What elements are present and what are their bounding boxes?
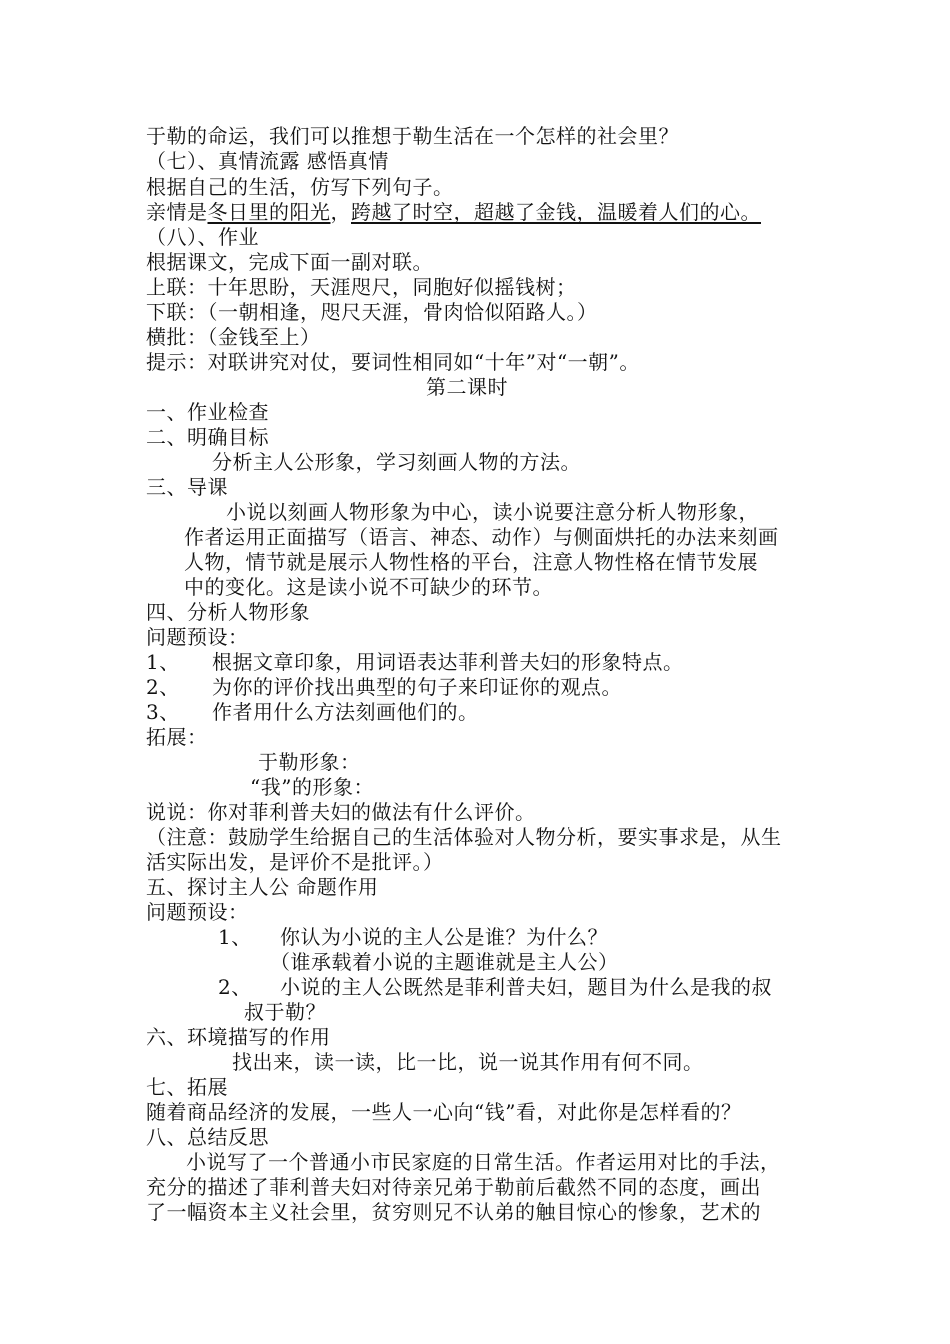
text-line: 小说写了一个普通小市民家庭的日常生活。作者运用对比的手法，: [186, 1150, 781, 1174]
list-number: 3、: [146, 700, 180, 724]
section-heading: 一、作业检查: [146, 400, 269, 424]
hint-line: 提示：对联讲究对仗，要词性相同如“十年”对“一朝”。: [146, 350, 640, 374]
text-line: （注意：鼓励学生给据自己的生活体验对人物分析，要实事求是，从生: [146, 825, 782, 849]
list-number: 1、: [218, 925, 252, 949]
section-heading-7: （七）、真情流露 感悟真情: [146, 149, 389, 173]
text-line: 找出来，读一读，比一比，说一说其作用有何不同。: [232, 1050, 704, 1074]
section-heading: 六、环境描写的作用: [146, 1025, 331, 1049]
text-line: 问题预设：: [146, 900, 249, 924]
text-line: 随着商品经济的发展，一些人一心向“钱”看，对此你是怎样看的？: [146, 1100, 742, 1124]
text-line: 充分的描述了菲利普夫妇对待亲兄弟于勒前后截然不同的态度，画出: [146, 1175, 761, 1199]
lesson-title: 第二课时: [426, 375, 508, 399]
list-number: 2、: [146, 675, 180, 699]
list-item: 你认为小说的主人公是谁？为什么？: [280, 925, 608, 949]
text-line: 作者运用正面描写（语言、神态、动作）与侧面烘托的办法来刻画: [184, 525, 779, 549]
text-line: 小说以刻画人物形象为中心，读小说要注意分析人物形象，: [226, 500, 759, 524]
text-line: 于勒的命运，我们可以推想于勒生活在一个怎样的社会里？: [146, 124, 679, 148]
example-prefix: 亲情是: [146, 200, 208, 224]
text-line: 叔于勒？: [244, 1000, 326, 1024]
text-line: “我”的形象：: [250, 775, 374, 799]
example-comma: ，: [330, 200, 351, 224]
section-heading-8: （八）、作业: [146, 225, 259, 249]
list-number: 2、: [218, 975, 252, 999]
couplet-lower: 下联：（一朝相逢，咫尺天涯，骨肉恰似陌路人。）: [146, 300, 598, 324]
text-line: 根据课文，完成下面一副对联。: [146, 250, 433, 274]
text-line: 人物，情节就是展示人物性格的平台，注意人物性格在情节发展: [184, 550, 758, 574]
example-underlined-2: 跨越了时空，超越了金钱，温暖着人们的心。: [351, 200, 761, 224]
text-line: 拓展：: [146, 725, 208, 749]
list-item: 小说的主人公既然是菲利普夫妇，题目为什么是我的叔: [280, 975, 772, 999]
text-line: 中的变化。这是读小说不可缺少的环节。: [184, 575, 553, 599]
text-line: 了一幅资本主义社会里，贫穷则兄不认弟的触目惊心的惨象，艺术的: [146, 1200, 761, 1224]
list-item: 为你的评价找出典型的句子来印证你的观点。: [212, 675, 622, 699]
text-line: 于勒形象：: [258, 750, 361, 774]
list-item: 作者用什么方法刻画他们的。: [212, 700, 479, 724]
list-item: 根据文章印象，用词语表达菲利普夫妇的形象特点。: [212, 650, 684, 674]
text-line: 根据自己的生活，仿写下列句子。: [146, 175, 454, 199]
text-line: 问题预设：: [146, 625, 249, 649]
list-number: 1、: [146, 650, 180, 674]
section-heading: 八、总结反思: [146, 1125, 269, 1149]
text-line: 分析主人公形象，学习刻画人物的方法。: [212, 450, 581, 474]
section-heading: 四、分析人物形象: [146, 600, 310, 624]
text-line: 活实际出发，是评价不是批评。）: [146, 850, 444, 874]
section-heading: 二、明确目标: [146, 425, 269, 449]
text-line: 说说：你对菲利普夫妇的做法有什么评价。: [146, 800, 536, 824]
text-line: （谁承载着小说的主题谁就是主人公）: [270, 950, 619, 974]
example-sentence: [146, 200, 761, 224]
couplet-upper: 上联：十年思盼，天涯咫尺，同胞好似摇钱树；: [146, 275, 577, 299]
section-heading: 三、导课: [146, 475, 228, 499]
example-underlined-1: 冬日里的阳光: [207, 200, 331, 224]
section-heading: 五、探讨主人公 命题作用: [146, 875, 379, 899]
couplet-horizontal: 横批：（金钱至上）: [146, 325, 321, 349]
section-heading: 七、拓展: [146, 1075, 228, 1099]
